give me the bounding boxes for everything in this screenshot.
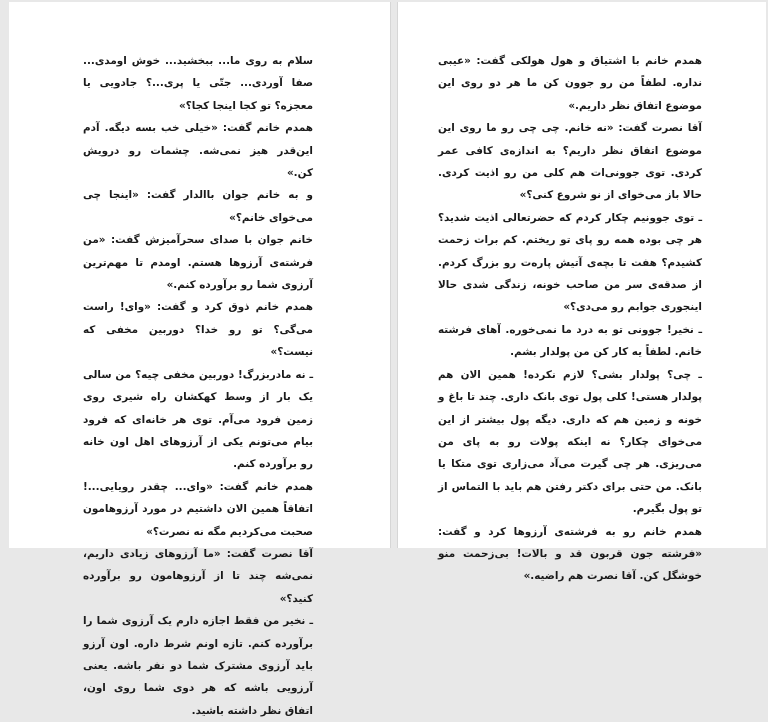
paragraph: سلام به روی ما... ببخشید... خوش اومدی... صفا آوردی... جتّی یا پری...؟ جادویی یا معجزه؟ تو کجا اینجا کجا؟»	[83, 55, 313, 112]
paragraph: و به خانم جوان باالدار گفت: «اینجا چی می‌خوای خانم؟»	[83, 189, 313, 224]
paragraph: ـ نه مادربزرگ! دوربین مخفی چیه؟ من سالی یک بار از وسط کهکشان راه شیری روی زمین فرود می‌آم. توی هر خانه‌ای که فرود بیام می‌تونم یکی از آرزوهای اهل اون خانه رو برآورده کنم.	[83, 368, 313, 471]
left-page	[9, 2, 391, 717]
paragraph: همدم خانم گفت: «خیلی خب بسه دیگه. آدم این‌قدر هیز نمی‌شه. چشمات رو درویش کن.»	[83, 122, 313, 180]
paragraph: همدم خانم با اشتیاق و هول هولکی گفت: «عیبی نداره. لطفاً من رو جوون کن ما هر دو روی این موضوع اتفاق نظر داریم.»	[438, 55, 702, 112]
paragraph: ـ نخیر! جوونی تو به درد ما نمی‌خوره. آهای فرشته خانم. لطفاً یه کار کن من پولدار بشم.	[438, 323, 702, 359]
right-page	[397, 2, 766, 583]
right-page-text	[438, 50, 702, 588]
paragraph: همدم خانم رو به فرشته‌ی آرزوها کرد و گفت: «فرشته جون قربون قد و بالات! بی‌زحمت منو خوشگل کن. آقا نصرت هم راضیه.»	[438, 525, 702, 583]
left-page-text	[83, 50, 313, 722]
paragraph: ـ چی؟ پولدار بشی؟ لازم نکرده! همین الان هم پولدار هستی! کلی پول توی بانک داری. چند تا باغ و خونه و زمین هم که داری. دیگه پول بیشتر از این می‌خوای چکار؟ نه اینکه پولات رو به پای من می‌ریزی. هر چی گیرت می‌آد می‌زاری توی متکا یا بانک. من حتی برای دکتر رفتن هم باید با التماس از تو پول بگیرم.	[438, 368, 702, 516]
paragraph: آقا نصرت گفت: «نه خانم. چی چی رو ما روی این موضوع اتفاق نظر داریم؟ به اندازه‌ی کافی عمر کردی. توی جوونی‌ات هم کلی من رو اذیت کردی. حالا باز می‌خوای از نو شروع کنی؟»	[438, 122, 702, 202]
paragraph: همدم خانم ذوق کرد و گفت: «وای! راست می‌گی؟ تو رو خدا؟ دوربین مخفی که نیست؟»	[83, 301, 313, 359]
paragraph: همدم خانم گفت: «وای... چقدر رویایی...! اتفاقاً همین الان داشتیم در مورد آرزوهامون صحبت می‌کردیم مگه نه نصرت؟»	[83, 480, 313, 538]
paragraph: ـ توی جوونیم چکار کردم که حضرتعالی اذیت شدید؟ هر چی بوده همه رو پای تو ریختم. کم برات زحمت کشیدم؟ هفت تا بچه‌ی آتیش پاره‌ت رو بزرگ کردم. از صدقه‌ی سر من صاحب خونه، زندگی شدی حالا اینجوری جوابم رو می‌دی؟»	[438, 211, 702, 314]
paragraph: خانم جوان با صدای سحرآمیزش گفت: «من فرشته‌ی آرزوها هستم. اومدم تا مهم‌ترین آرزوی شما رو برآورده کنم.»	[83, 234, 313, 292]
paragraph: آقا نصرت گفت: «ما آرزوهای زیادی داریم، نمی‌شه چند تا از آرزوهامون رو برآورده کنید؟»	[83, 547, 313, 605]
paragraph: ـ نخیر من فقط اجازه دارم یک آرزوی شما را برآورده کنم. تازه اونم شرط داره. اون آرزو باید آرزوی مشترک شما دو نفر باشه. یعنی آرزویی باشه که هر دوی شما روی اون، اتفاق نظر داشته باشید.	[83, 615, 313, 717]
